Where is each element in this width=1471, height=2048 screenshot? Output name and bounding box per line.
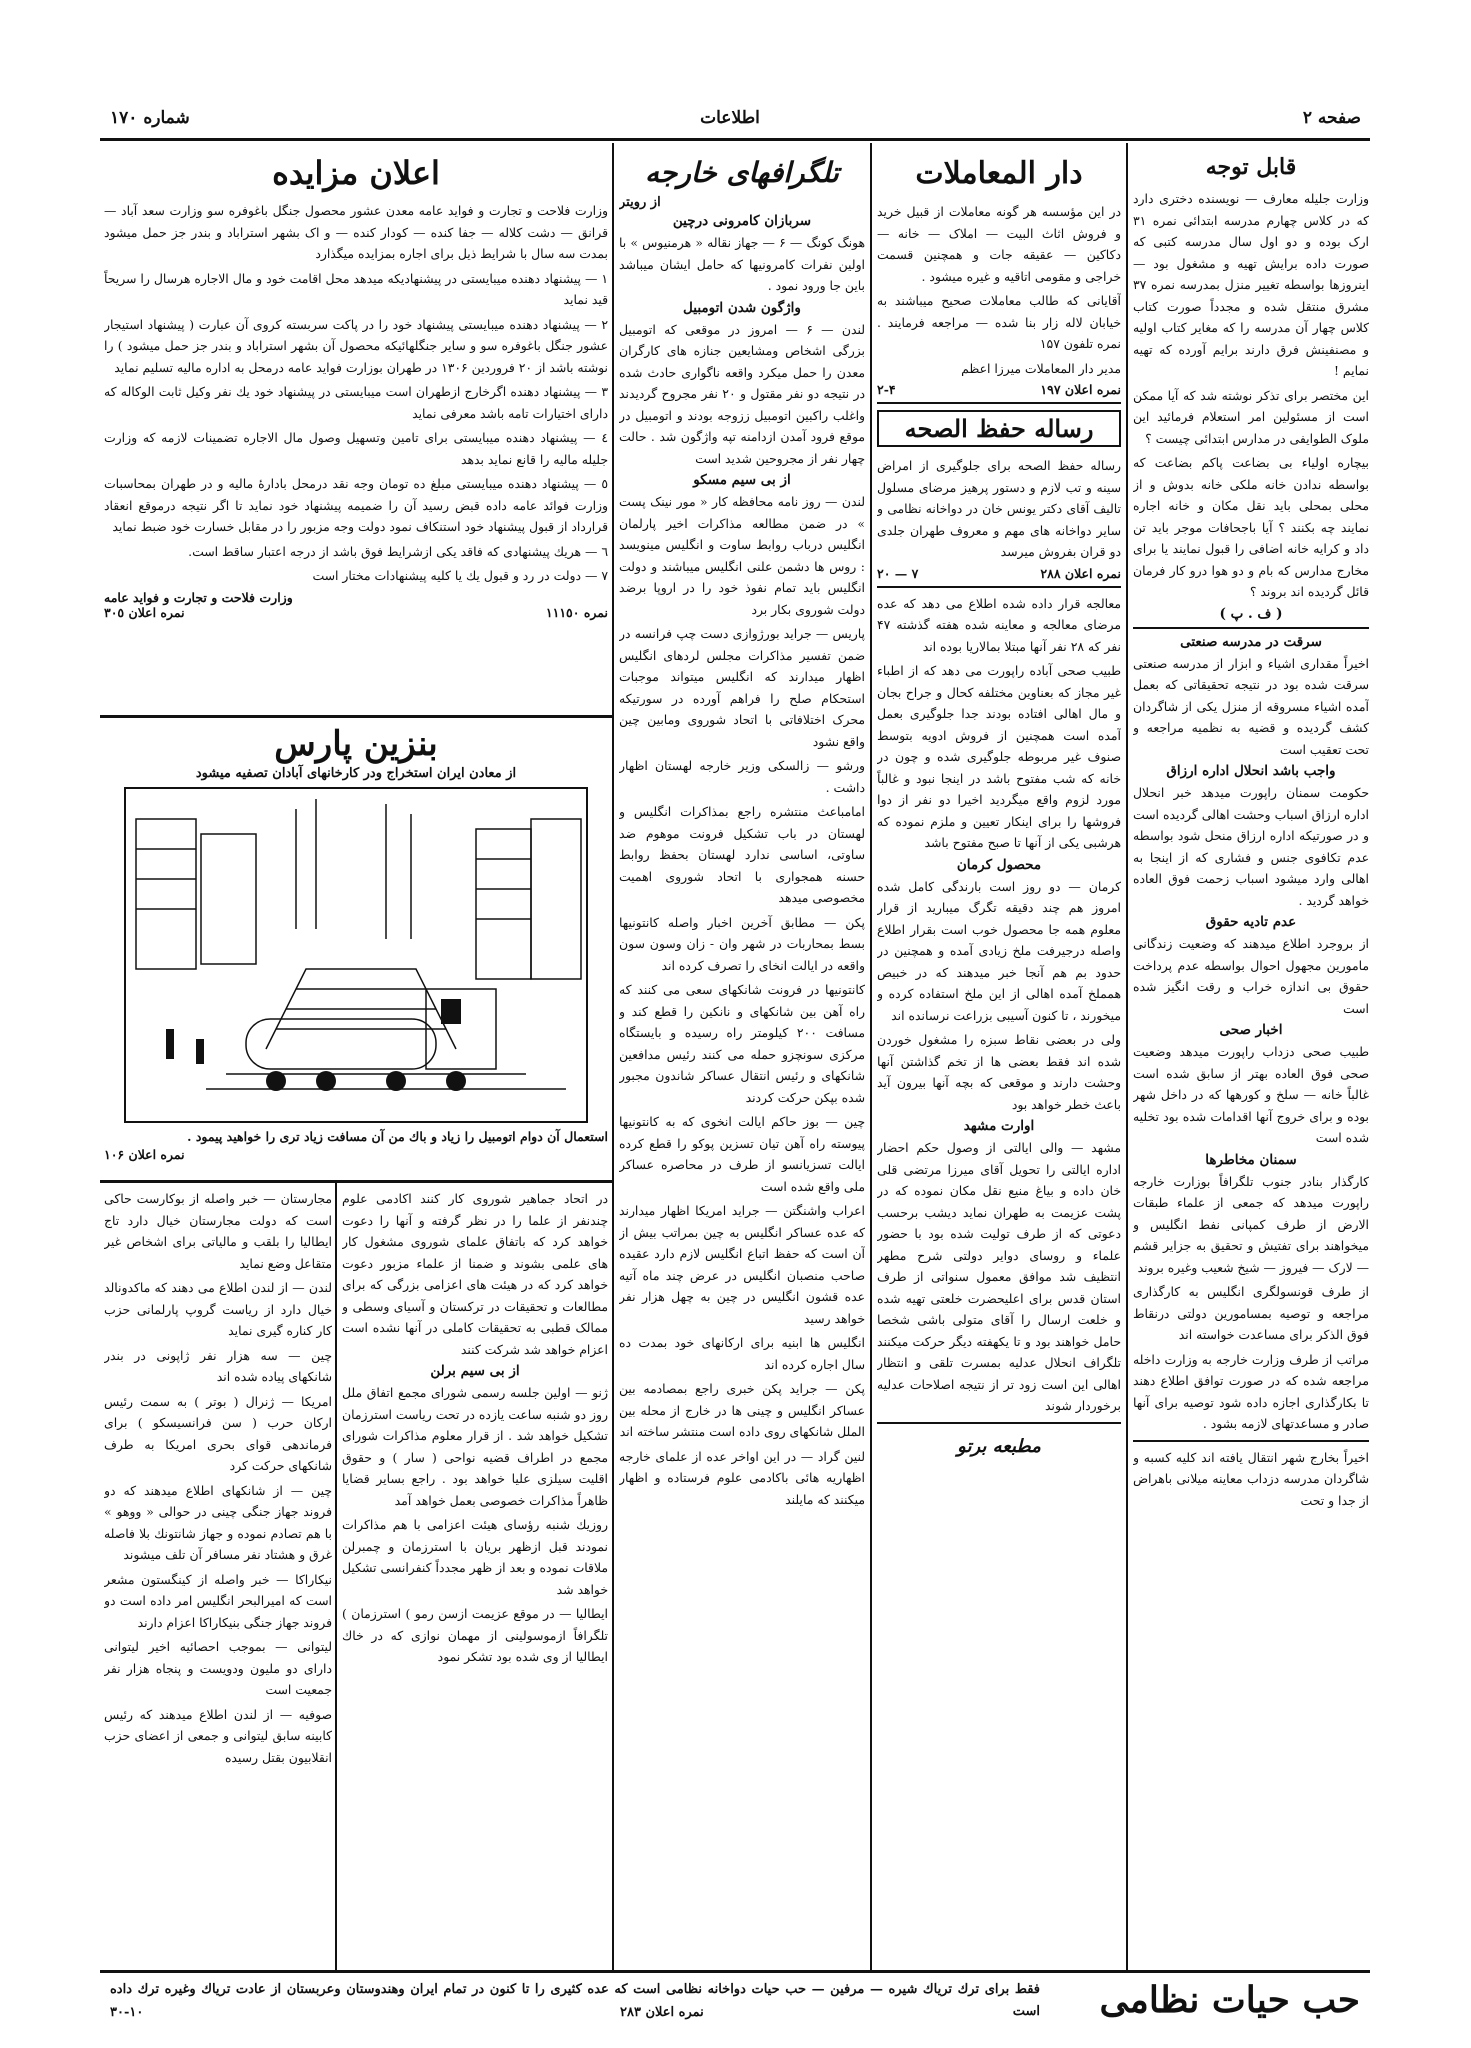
section-rule: [100, 1180, 612, 1183]
ad-run: ۲-۴: [877, 382, 896, 397]
issue-number: شماره ۱۷۰: [110, 108, 190, 128]
news-paragraph: طبیب صحی آباده راپورت می دهد که از اطباء غیر مجاز که بعناوین مختلفه کحال و جراح بجان و مال اهالی افتاده بودند جدا جلوگیری بعمل آمده است همچنین از فروش ادویه بتوسط صنوف غیر مربوطه جلوگیری شده و چون در خانه که شب مفتوح باشد در اینجا نبود و غالباً مورد لزوم واقع میگردید اخیرا دو نفر از دوا فروشها را برای اینکار تعیین و ملزم نموده که هرشبی یکی از آنها تا صبح مفتوح باشد: [877, 663, 1121, 850]
auction-intro: وزارت فلاحت و تجارت و فواید عامه معدن عشور محصول جنگل باغوفره سو وزارت سعد آباد — قرانق — دشت کلاله — جفا کنده — کودار کنده — و اک بشهر استراباد و بندر جز حمل میشود بمدت سه سال با شرایط ذیل برای اجاره بمزایده میگذارد: [104, 203, 608, 261]
section-heading: سرقت در مدرسه صنعتی: [1180, 633, 1322, 650]
ad-paragraph: رساله حفظ الصحه برای جلوگیری از امراض سینه و تب لازم و دستور پرهیز مرضای مسلول تالیف آقای دکتر یونس خان در دواخانه نظامی و سایر دواخانه های مهم و معروف طهران جلدی دو قران بفروش میرسد: [877, 458, 1121, 559]
column-divider: [870, 143, 872, 1970]
section-heading: از بی سیم مسکو: [693, 472, 791, 488]
refinery-illustration: [124, 787, 588, 1123]
auction-item: ٤ — پیشنهاد دهنده میبایستی برای تامین وتسهیل وصول مال الاجاره تضمینات لازمه که وزارت جلیله مالیه را قانع نماید بدهد: [104, 430, 608, 467]
section-heading: سمنان مخاطرها: [1205, 1151, 1297, 1168]
ad-number: نمره اعلان ۳۰٥: [104, 604, 185, 620]
auction-item: ۱ — پیشنهاد دهنده میبایستی در پیشنهادیکه میدهد محل اقامت خود و مال الاجاره هرسال را سریحاً قید نماید: [104, 270, 608, 307]
section-paragraph: از بروجرد اطلاع میدهند که وضعیت زندگانی مامورین مجهول احوال بواسطه عدم پرداخت حقوق بی اندازه خراب و رقت انگیز شده است: [1133, 936, 1369, 1016]
section-heading: سربازان کامرونی درچین: [672, 213, 812, 229]
news-paragraph: پکن — مطابق آخرین اخبار واصله کانتونیها بسط بمحاربات در شهر وان - زان وسون سون واقعه در ایالت انخای را تصرف کرده اند: [619, 914, 865, 973]
footer-ad-number: نمره اعلان ۲۸۳: [620, 2005, 704, 2020]
news-paragraph: چین — بوز حاکم ایالت انخوی که به کانتونیها پیوسته راه آهن تیان تسزین پوکو را قطع کرده ایالت تسزیانسو از طرف در محاصره عساکر ملی واقع شده است: [619, 1114, 865, 1194]
header-rule: [100, 138, 1370, 141]
footer-ad-title: حب حیات نظامی: [1099, 1979, 1360, 2021]
ad-number: نمره اعلان ۲۸۸: [1040, 565, 1121, 581]
column-5: [342, 1188, 608, 1965]
notice-paragraph: این مختصر برای تذکر نوشته شد که آیا ممکن است از مسئولین امر استعلام فرمائید این ملوک الطوایفی در مدارس ابتدائی چیست ؟: [1133, 387, 1369, 446]
news-paragraph: امامباعث منتشره راجع بمذاکرات انگلیس و لهستان در باب تشکیل فرونت موهوم ضد ساوتی، اساسی ندارد لهستان بحفظ روابط حسنه همجواری با اتحاد شوروی اهمیت مخصوصی میدهد: [619, 804, 865, 905]
news-paragraph: لیتوانی — بموجب احصائیه اخیر لیتوانی دارای دو ملیون ودویست و پنجاه هزار نفر جمعیت است: [104, 1639, 332, 1697]
news-paragraph: در اتحاد جماهیر شوروی کار کنند اکادمی علوم چندنفر از علما را در نظر گرفته و آنها را دعوت خواهد کرد که باتفاق علمای شوروی مشغول کار های علمی بشوند و ضمنا از علماء مزبور دعوت خواهد کرد که در هیئت های اعزامی بزرگی که برای مطالعات و تحقیقات در ترکستان و آسیای وسطی و ممالک قطبی به تحقیقات کاملی در آنها نشده است اعزام خواهد شد شرکت کنند: [342, 1191, 608, 1357]
section-paragraph: از طرف قونسولگری انگلیس به کارگذاری مراجعه و توصیه بمسامورین دولتی درنقاط فوق الذکر برای مساعدت خواسته اند: [1133, 1284, 1369, 1342]
news-paragraph: اعراب واشنگتن — جراید امریکا اظهار میدارند که عده عساکر انگلیس به چین بمراتب بیش از آن است که حفظ اتباع انگلیس لازم دارد عقیده صاحب منصبان انگلیس در عرض چند ماه آتیه عده قشون انگلیس در چین به چهل هزار نفر خواهد رسید: [619, 1203, 865, 1326]
divider: [877, 1422, 1121, 1424]
news-paragraph: ولی در بعضی نقاط سبزه را مشغول خوردن شده اند فقط بعضی ها از تخم گذاشتن آنها وحشت دارند و موقعی که بچه آنها بیرون آید باعث خطر خواهد بود: [877, 1032, 1121, 1112]
news-paragraph: روزیك شنبه رؤسای هیئت اعزامی با هم مذاکرات نمودند قبل ازظهر بریان با استرزمان و چمبرلن ملاقات نموده و بعد از ظهر مجدداً کنفرانسی تشکیل خواهد شد: [342, 1517, 608, 1597]
news-paragraph: امریکا — ژنرال ( بوتر ) به سمت رئیس ارکان حرب ( سن فرانسیسکو ) برای فرماندهی قوای بحری امریکا به طرف شانکهای حرکت کرد: [104, 1393, 332, 1473]
footer-rule: [100, 1970, 1370, 1973]
news-paragraph: مجارستان — خبر واصله از بوکارست حاکی است که دولت مجارستان خیال دارد تاج ایطالیا را بلقب و مالیاتی برای اشخاص غیر متقاعل وضع نماید: [104, 1191, 332, 1271]
notice-paragraph: بیچاره اولیاء بی بضاعت پاکم بضاعت که بواسطه ندادن خانه ملکی خانه بدوش و از محلی بمحلی باید نقل مکان و خانه اجاره نمایند چه بکنند ؟ آیا باجحافات موجر باید تن داد و کرایه خانه اضافی را قبول نمایند یا برای مخارج مدارس که بام و دو هوا درو کار فرمان قائل گردیده اند بروند ؟: [1133, 455, 1369, 599]
news-paragraph: ایطالیا — در موقع عزیمت ازسن رمو ) استرزمان ) تلگرافاً ازموسولینی از مهمان نوازی که در خاك ایطالیا از وی شده بود تشکر نمود: [342, 1606, 608, 1664]
news-paragraph: لندن — روز نامه محافظه کار « مور نینک پست » در ضمن مطالعه مذاکرات اخیر پارلمان انگلیس درباب روابط ساوت و انگلیس مینویسد : روس ها دشمن علنی انگلیس میباشند و دولت انگلیس باید تمام نفوذ خود را در اروپا برضد دولت شوروی بکار برد: [619, 494, 865, 617]
section-paragraph: مراتب از طرف وزارت خارجه به وزارت داخله مراجعه شده که در صورت توافق اطلاع دهند تا بکارگذاری اجازه داده شود توصیه برای آنها صادر و مساعدتهای لازمه بشود .: [1133, 1351, 1369, 1431]
section-paragraph: کارگذار بنادر جنوب تلگرافاً بوزارت خارجه راپورت میدهد که جمعی از علماء طبقات الارض از طرف کمپانی نفط انگلیس و میخواهند برای تفتیش و تحقیق به جزایر قشم — لارک — فیروز — شیخ شعیب وغیره بروند: [1133, 1173, 1369, 1275]
section-heading: عدم تادیه حقوق: [1205, 914, 1297, 930]
ad-run: ۷ — ۲۰: [877, 565, 919, 581]
news-paragraph: پاریس — جراید بورژوازی دست چپ فرانسه در ضمن تفسیر مذاکرات مجلس لردهای انگلیس اظهار میدارند که انگلیس میتواند موجبات استحکام صلح را فراهم آورده در سورتیکه محرک اختلافاتی با اتحاد شوروی ومابین چین واقع نشود: [619, 626, 865, 749]
auction-item: ۳ — پیشنهاد دهنده اگرخارج ازطهران است میبایستی در پیشنهاد خود یك نفر وکیل ثابت الوکاله که دارای اختیارات تامه باشد معرفی نماید: [104, 384, 608, 421]
auction-item: ۲ — پیشنهاد دهنده میبایستی پیشنهاد خود را در پاکت سربسته کروی آن عبارت ( پیشنهاد استیجار عشور جنگل باغوفره سو و سایر جنگلهائیکه محصول آن بشهر استراباد و بندر جز حمل میشود ) را نوشته باشد از ۲۰ فروردین ۱۳۰۶ در طهران بوزارت فواید عامه درمحل به اداره مالیه تسلیم نماید: [104, 316, 608, 375]
auction-title: اعلان مزایده: [272, 154, 440, 192]
signature: ( ف . پ ): [1219, 605, 1283, 622]
column-3: [619, 150, 865, 1965]
divider: [877, 402, 1121, 404]
section-heading: از بی سیم برلن: [430, 1363, 520, 1379]
auction-notice: [104, 150, 608, 712]
divider: [1133, 627, 1369, 629]
news-paragraph: پکن — جراید پکن خبری راجع بمصادمه بین عساکر انگلیس و چینی ها در خارج از محله بین الملل شانکهای روی داده است منتشر ساخته اند: [619, 1381, 865, 1439]
auction-item: ٧ — دولت در رد و قبول یك یا کلیه پیشنهادات مختار است: [312, 568, 608, 583]
petrol-ad-subtitle: از معادن ایران استخراج ودر کارخانهای آبادان تصفیه میشود: [195, 766, 517, 781]
news-paragraph: مشهد — والی ایالتی از وصول حکم احضار اداره ایالتی را تحویل آقای میرزا مرتضی قلی خان داده و بیاغ منیع نقل مکان نموده که در پشت عزیمت به طهران نماید دیشب برحسب دعوتی که از طرف تولیت شده بود با حضور علماء و روسای دوایر دولتی شرح مطهر انتظیف شد موافق معمول سنواتی از طرف استان قدس برای اعلیحضرت خلعتی تهیه شده و خلعت ارسال را آقای متولی باشی شخصا حامل خواهند بود و تا یکهفته دیگر حرکت میکنند تلگراف انحلال عدلیه بمسرت تلقی و انتظار اهالی این است زود تر از نتیجه اصلاحات عدلیه برخوردار شوند: [877, 1140, 1121, 1413]
section-rule: [100, 715, 612, 718]
page-number: صفحه ۲: [1302, 108, 1361, 128]
ad-paragraph: آقایانی که طالب معاملات صحیح میباشند به خیابان لاله زار بنا شده — مراجعه فرمایند . نمره تلفون ۱۵۷: [877, 293, 1121, 351]
news-paragraph: ورشو — زالسکی وزیر خارجه لهستان اظهار داشت .: [619, 758, 865, 795]
column-divider: [335, 1182, 337, 1970]
newspaper-name: اطلاعات: [700, 108, 760, 128]
section-paragraph: اخیراً بخارج شهر انتقال یافته اند کلیه کسبه و شاگردان مدرسه دزداب معاینه میلانی باهراض از جدا و تحت: [1133, 1449, 1369, 1508]
section-heading: اوارت مشهد: [963, 1118, 1035, 1134]
section-paragraph: طبیب صحی دزداب راپورت میدهد وضعیت صحی فوق العاده بهتر از سابق شده است غالباً خانه — سلخ و کورهها که در داخل شهر بوده و برای خروج آنها اقدامات شده بود تخلیه شده است: [1133, 1044, 1369, 1145]
footer-ad: [100, 1975, 1370, 2037]
news-paragraph: صوفیه — از لندن اطلاع میدهند که رئیس کابینه سابق لیتوانی و جمعی از اعضای حزب انقلابیون بقتل رسیده: [104, 1706, 332, 1765]
section-heading: اخبار صحی: [1219, 1022, 1283, 1038]
column-1: [1133, 150, 1369, 1965]
auction-signature: وزارت فلاحت و تجارت و فواید عامه: [104, 589, 293, 605]
news-paragraph: ژنو — اولین جلسه رسمی شورای مجمع اتفاق ملل روز دو شنبه ساعت یازده در تحت ریاست استرزمان تشکیل خواهد شد . از قرار معلوم مذاکرات شورای مجمع در اطراف قضیه نواحی ( سار ) و حقوق اقلیت سیلزی علیا خواهد بود . راجع بسایر قضایا ظاهراً مذاکرات خصوصی بعمل خواهد آمد: [342, 1385, 608, 1508]
ad-paragraph: در این مؤسسه هر گونه معاملات از قبیل خرید و فروش اثاث البیت — املاک — خانه — دکاکین — عقیقه جات و همچنین قسمت خراجی و مقومی اتاقیه و غیره میشود .: [877, 204, 1121, 284]
news-paragraph: کرمان — دو روز است بارندگی کامل شده امروز هم چند دقیقه تگرگ میبارید از قرار معلوم همه جا محصول خوب است بقرار اطلاع واصله درجیرفت ملخ زیادی آمده و همچنین در حدود بم هم آنجا خبر میدهند که در خبیص همملخ آمده اهالی از این ملخ استفاده کرده و میخورند ، تا کنون آسیبی بزراعت نرسانده اند: [877, 878, 1121, 1023]
column-divider: [1126, 143, 1128, 1970]
footer-ad-run: ۳۰-۱۰: [110, 2005, 144, 2020]
petrol-ad-caption: استعمال آن دوام اتومبیل را زیاد و باك من آن مسافت زیاد تری را خواهید پیمود .: [187, 1129, 608, 1144]
news-paragraph: معالجه قرار داده شده اطلاع می دهد که عده مرضای معالجه و معاینه شده هفته گذشته ۴۷ نفر که ۲۸ نفر آنها مبتلا بمالاریا بوده اند: [877, 595, 1121, 654]
divider: [877, 586, 1121, 588]
foreign-telegrams-title: تلگرافهای خارجه: [645, 156, 839, 189]
ad-number: نمره ۱۱۱٥٠: [545, 604, 608, 620]
ad-number: نمره اعلان ۱۹۷: [1040, 382, 1121, 397]
news-paragraph: انگلیس ها ابنیه برای ارکانهای خود بمدت ده سال اجاره کرده اند: [619, 1335, 865, 1372]
news-paragraph: لنین گراد — در این اواخر عده از علمای خارجه اظهاریه هائی باکادمی علوم فرستاده و اظهار میکنند که مایلند: [619, 1448, 865, 1507]
dar-al-moamelat-title: دار المعاملات: [915, 156, 1083, 191]
ad-number: نمره اعلان ۱۰۶: [104, 1147, 185, 1162]
divider: [1133, 1440, 1369, 1442]
section-paragraph: حکومت سمنان راپورت میدهد خبر انحلال اداره ارزاق اسباب وحشت اهالی گردیده است و در صورتیکه اداره ارزاق منحل شود بواسطه عدم تکافوی جنس و فشاری که از اینجا به اهالی وارد میشود اسباب زحمت فوق العاده خواهد گردید .: [1133, 785, 1369, 908]
auction-item: ٦ — هریك پیشنهادی که فاقد یکی ازشرایط فوق باشد از درجه اعتبار ساقط است.: [188, 543, 608, 559]
news-source: از رویتر: [619, 195, 661, 210]
news-paragraph: لندن — از لندن اطلاع می دهند که ماکدونالد خیال دارد از ریاست گروپ پارلمانی حزب کار کناره گیری نماید: [104, 1280, 332, 1338]
news-paragraph: هونگ کونگ — ۶ — جهاز نقاله « هرمنیوس » با اولین نفرات کامرونیها که حامل ایشان میباشد باین جا ورود نمود .: [619, 235, 865, 293]
news-paragraph: نیکاراکا — خبر واصله از کینگستون مشعر است که امیرالبحر انگلیس امر داده است دو فروند جهاز جنگی بنیکاراکا اعزام دارند: [104, 1571, 332, 1630]
section-paragraph: اخیراً مقداری اشیاء و ابزار از مدرسه صنعتی سرقت شده بود در نتیجه تحقیقاتی که بعمل آمده اشیاء مسروقه از منزل یکی از شاگردان کشف گردیده و قضیه به نظمیه مراجعه و تحت تعقیب است: [1133, 655, 1369, 757]
column-2: [877, 150, 1121, 1965]
petrol-ad-title: بنزین پارس: [274, 724, 438, 764]
column-divider: [612, 143, 614, 1970]
petrol-ad: [104, 722, 608, 1177]
notice-paragraph: وزارت جلیله معارف — نویسنده دختری دارد که در کلاس چهارم مدرسه ابتدائی نمره ۳۱ ارک بوده و دو اول سال مدرسه کتبی که صورت داده برایش تهیه و مشغول بود — اینروزها بواسطه تغییر منزل بمدرسه نمره ۳۷ مشرق منتقل شده و مجدداً صورت کتاب کلاس چهار آن مدرسه را که مغایر کتاب اولیه و مصنفینش فرق دارند برایم آورده که تهیه نمایم !: [1133, 191, 1369, 378]
hygiene-booklet-title: رساله حفظ الصحه: [877, 410, 1121, 447]
news-paragraph: چین — سه هزار نفر ژاپونی در بندر شانکهای پیاده شده اند: [104, 1347, 332, 1384]
ad-paragraph: مدیر دار المعاملات میرزا اعظم: [961, 360, 1121, 376]
news-paragraph: چین — از شانکهای اطلاع میدهند که دو فروند جهاز جنگی چینی در حوالی « ووهو » با هم تصادم نموده و جهاز شانتونك بلا فاصله غرق و هشتاد نفر مسافر آن تلف میشوند: [104, 1482, 332, 1562]
column-6: [104, 1188, 332, 1965]
auction-item: ٥ — پیشنهاد دهنده میبایستی مبلغ ده تومان وجه نقد درمحل بادارۀ مالیه و در طهران بمحاسبات وزارت فوائد عامه داده قبض رسید آن را ضمیمه پیشنهاد خود نماید تا اگر نتیجه درموقع انعقاد قرارداد از قبول پیشنهاد خود استنکاف نمود دولت وجه مزبور را در مقابل خسارت خود ضبط نماید: [104, 476, 608, 534]
notice-title: قابل توجه: [1205, 154, 1297, 180]
section-heading: واجب باشد انحلال اداره ارزاق: [1166, 763, 1336, 779]
printer-stamp: مطبعه برتو: [957, 1435, 1041, 1457]
news-paragraph: لندن — ۶ — امروز در موقعی که اتومبیل بزرگی اشخاص ومشایعین جنازه های کارگران معدن را حمل میکرد واقعه ناگواری حادث شده در نتیجه دو نفر مقتول و ۲۰ نفر مجروح گردیدند واغلب راکبین اتومبیل ززوجه بودند و اتومبیل در موقع فرود آمدن ازدامنه تپه واژگون شد . حالت چهار نفر از مجروحین شدید است: [619, 321, 865, 466]
section-heading: محصول کرمان: [956, 856, 1042, 873]
section-heading: واژگون شدن اتومبیل: [683, 299, 801, 316]
footer-ad-text: فقط برای ترك ترياك شيره — مرفين — حب حيات دواخانه نظامی است که عده کثیری را تا کنون در تمام ایران وهندوستان وعربستان از عادت ترياك وغيره ترك داده است: [110, 1982, 1040, 2019]
news-paragraph: کانتونیها در فرونت شانکهای سعی می کنند که راه آهن بین شانکهای و نانکین را قطع کند و مسافت ۲۰۰ کیلومتر راه رسیده و بایستگاه مرکزی سونچزو حمله می کنند رئیس مدافعین شانکهای و رئیس انتقال عساکر شاندون مجبور شده بپکن حرکت کردند: [619, 982, 865, 1105]
